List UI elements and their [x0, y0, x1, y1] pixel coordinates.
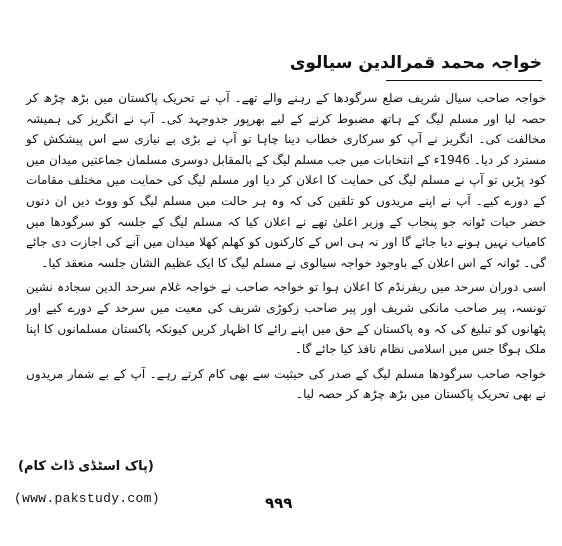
paragraph-2: اسی دوران سرحد میں ریفرنڈم کا اعلان ہوا تو خواجہ صاحب نے خواجہ غلام سرحد الدین سجادہ نشین تونسہ، پیر صاحب مانکی شریف اور پیر صاحب زکوڑی شریف کی معیت میں سرحد کے دورے کیے اور پٹھانوں کو تبلیغ کی کہ وہ پاکستان کے حق میں اپنے رائے کا اظہار کریں کیونکہ پاکستان مسلمانوں کا اپنا ملک ہوگا جس میں اسلامی نظام نافذ کیا جائے گا۔: [26, 280, 546, 357]
title-underline: [386, 80, 542, 81]
site-url: (www.pakstudy.com): [14, 491, 160, 506]
article-title: خواجہ محمد قمرالدین سیالوی: [289, 53, 542, 73]
page-end-mark: ۹۹۹: [265, 494, 293, 512]
site-brand-label: (پاک اسٹڈی ڈاٹ کام): [18, 459, 154, 474]
article-body: [26, 88, 546, 405]
paragraph-1: خواجہ صاحب سیال شریف ضلع سرگودھا کے رہنے والے تھے۔ آپ نے تحریک پاکستان میں بڑھ چڑھ کر حصہ لیا اور مسلم لیگ کے ہاتھ مضبوط کرنے کے لیے بھرپور جدوجہد کی۔ آپ نے انگریز کی ہمیشہ مخالفت کی۔ انگریز نے آپ کو سرکاری خطاب دینا چاہا تو آپ نے بڑی بے نیازی سے اس پیشکش کو مسترد کر دیا۔ 1946ء کے انتخابات میں جب مسلم لیگ کے بالمقابل دوسری مسلمان جماعتیں میدان میں کود پڑیں تو آپ نے مسلم لیگ کی حمایت کا اعلان کر دیا اور مسلم لیگ کی حمایت میں مختلف مقامات کے دورے کیے۔ آپ نے اپنے مریدوں کو تلقین کی کہ وہ ہر حالت میں مسلم لیگ کو ووٹ دیں ان دنوں خضر حیات ٹوانہ جو پنجاب کے وزیر اعلیٰ تھے نے اعلان کیا کہ مسلم لیگ کے جلسہ کو سرگودھا میں کامیاب نہیں ہونے دیا جائے گا اور نہ ہی اس کے کارکنوں کو کھلم کھلا میدان میں آنے کی اجازت دی جائے گی۔ ٹوانہ کے اس اعلان کے باوجود خواجہ سیالوی نے مسلم لیگ کا ایک عظیم الشان جلسہ منعقد کیا۔: [26, 91, 546, 270]
paragraph-3: خواجہ صاحب سرگودھا مسلم لیگ کے صدر کی حیثیت سے بھی کام کرتے رہے۔ آپ کے بے شمار مریدوں نے بھی تحریک پاکستان میں بڑھ چڑھ کر حصہ لیا۔: [26, 366, 546, 402]
